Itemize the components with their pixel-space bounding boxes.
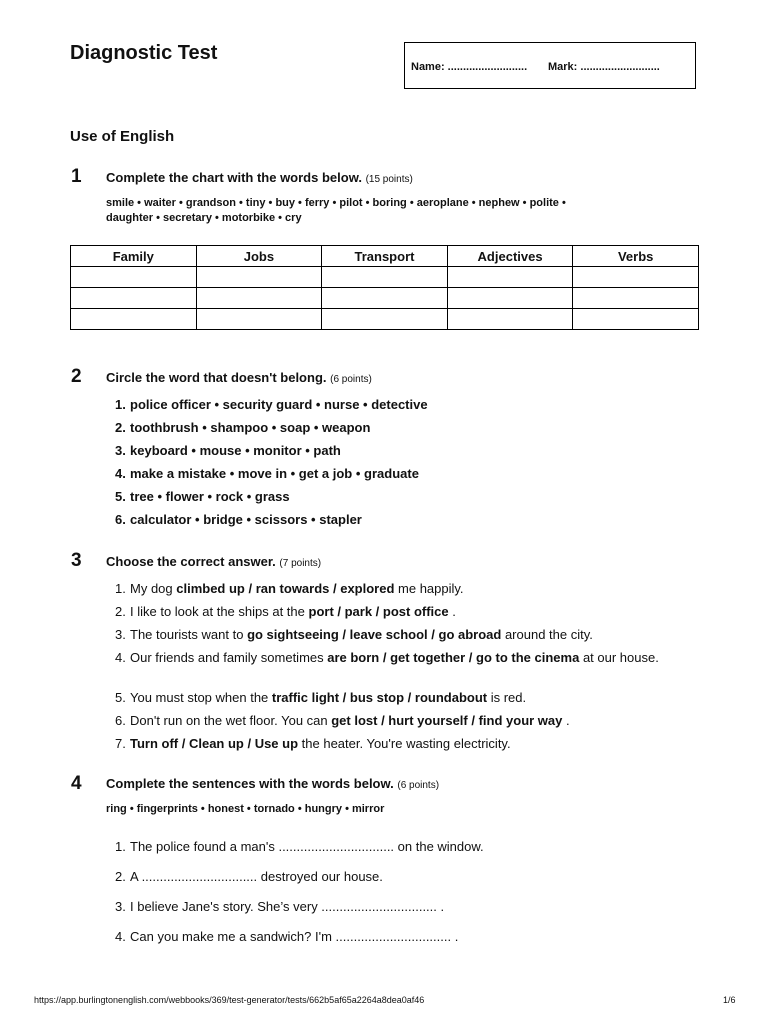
- table-cell[interactable]: [71, 288, 197, 309]
- table-cell[interactable]: [447, 267, 573, 288]
- q3-item-options[interactable]: go sightseeing / leave school / go abroad: [247, 627, 502, 642]
- q3-item-post: is red.: [487, 690, 527, 705]
- table-row: [71, 267, 699, 288]
- q3-item-post: the heater. You're wasting electricity.: [298, 736, 511, 751]
- table-row: [71, 288, 699, 309]
- name-mark-box: [404, 42, 696, 89]
- q1-word-bank-line2: daughter • secretary • motorbike • cry: [106, 212, 302, 224]
- q4-item-text[interactable]: A ................................ destroyed our house.: [130, 869, 383, 884]
- q3-list: [106, 580, 666, 758]
- q3-item-options[interactable]: traffic light / bus stop / roundabout: [271, 690, 488, 705]
- list-item[interactable]: 2. A ................................ destroyed our house.: [115, 869, 383, 884]
- q3-item-post: .: [448, 604, 456, 619]
- q3-points: (7 points): [279, 558, 322, 569]
- table-header-row: [71, 246, 699, 267]
- q1-word-bank: [106, 196, 666, 226]
- list-item[interactable]: 3. I believe Jane's story. She’s very ................................ .: [115, 899, 445, 914]
- table-cell[interactable]: [71, 267, 197, 288]
- page-number: 1/6: [723, 995, 736, 1005]
- list-item[interactable]: 2. toothbrush • shampoo • soap • weapon: [115, 420, 371, 435]
- q4-item-text[interactable]: The police found a man's ................................ on the window.: [130, 839, 484, 854]
- name-field: Name: ..........................: [411, 61, 528, 73]
- q2-item-text: keyboard • mouse • monitor • path: [130, 443, 341, 458]
- q3-item-options[interactable]: Turn off / Clean up / Use up: [130, 736, 299, 751]
- q1-word-bank-line1: smile • waiter • grandson • tiny • buy • ferry • pilot • boring • aeroplane • nephew • polite •: [106, 197, 566, 209]
- table-cell[interactable]: [196, 288, 322, 309]
- list-item[interactable]: 1. police officer • security guard • nurse • detective: [115, 397, 428, 412]
- page-title: Diagnostic Test: [70, 42, 218, 64]
- table-cell[interactable]: [322, 309, 448, 330]
- q3-item-pre: My dog: [130, 581, 177, 596]
- q2-item-text: police officer • security guard • nurse • detective: [130, 397, 428, 412]
- q2-instruction: [106, 370, 372, 385]
- q4-item-text[interactable]: Can you make me a sandwich? I'm ................................ .: [130, 929, 459, 944]
- table-cell[interactable]: [322, 288, 448, 309]
- table-cell[interactable]: [322, 267, 448, 288]
- section-title: Use of English: [70, 128, 175, 145]
- q1-chart-table: [70, 245, 699, 330]
- q4-instruction-text: Complete the sentences with the words below.: [106, 776, 394, 791]
- q3-item-pre: You must stop when the: [130, 690, 272, 705]
- q2-number: 2: [71, 366, 82, 387]
- q2-item-text: make a mistake • move in • get a job • graduate: [130, 466, 419, 481]
- q4-instruction: [106, 776, 439, 791]
- q1-instruction-text: Complete the chart with the words below.: [106, 170, 362, 185]
- list-item[interactable]: 4. Can you make me a sandwich? I'm ................................ .: [115, 929, 459, 944]
- list-item[interactable]: 5. tree • flower • rock • grass: [115, 489, 290, 504]
- table-cell[interactable]: [447, 288, 573, 309]
- list-item[interactable]: 3. The tourists want to go sightseeing / leave school / go abroad around the city.: [115, 627, 593, 642]
- table-cell[interactable]: [196, 309, 322, 330]
- list-item[interactable]: 3. keyboard • mouse • monitor • path: [115, 443, 341, 458]
- q1-instruction: [106, 170, 413, 185]
- q2-instruction-text: Circle the word that doesn't belong.: [106, 370, 327, 385]
- q3-number: 3: [71, 550, 82, 571]
- table-row: [71, 309, 699, 330]
- table-cell[interactable]: [447, 309, 573, 330]
- list-item[interactable]: 1. The police found a man's ................................ on the window.: [115, 839, 484, 854]
- q3-item-options[interactable]: get lost / hurt yourself / find your way: [331, 713, 563, 728]
- list-item[interactable]: 4. make a mistake • move in • get a job • graduate: [115, 466, 419, 481]
- col-adjectives: Adjectives: [447, 246, 573, 267]
- table-cell[interactable]: [573, 288, 699, 309]
- col-verbs: Verbs: [573, 246, 699, 267]
- q3-item-pre: I like to look at the ships at the: [130, 604, 309, 619]
- q2-list: [106, 397, 666, 535]
- q3-item-pre: The tourists want to: [130, 627, 248, 642]
- list-item[interactable]: 6. Don't run on the wet floor. You can get lost / hurt yourself / find your way .: [115, 713, 570, 728]
- table-cell[interactable]: [573, 267, 699, 288]
- q4-number: 4: [71, 773, 82, 794]
- list-item[interactable]: 7. Turn off / Clean up / Use up the heater. You're wasting electricity.: [115, 736, 511, 751]
- q3-item-post: around the city.: [501, 627, 593, 642]
- q3-item-pre: Don't run on the wet floor. You can: [130, 713, 332, 728]
- q2-points: (6 points): [330, 374, 372, 385]
- q3-instruction-text: Choose the correct answer.: [106, 554, 276, 569]
- list-item[interactable]: 1. My dog climbed up / ran towards / explored me happily.: [115, 581, 464, 596]
- table-cell[interactable]: [196, 267, 322, 288]
- q4-list: [106, 839, 666, 959]
- q2-item-text: calculator • bridge • scissors • stapler: [130, 512, 362, 527]
- list-item[interactable]: 6. calculator • bridge • scissors • stapler: [115, 512, 362, 527]
- q4-item-text[interactable]: I believe Jane's story. She’s very ................................ .: [130, 899, 445, 914]
- list-item[interactable]: 4. Our friends and family sometimes are born / get together / go to the cinema at our house.: [115, 650, 659, 665]
- col-transport: Transport: [322, 246, 448, 267]
- q4-points: (6 points): [397, 780, 440, 791]
- q3-item-post: at our house.: [579, 650, 659, 665]
- q1-points: (15 points): [365, 174, 413, 185]
- q4-word-bank: ring • fingerprints • honest • tornado • hungry • mirror: [106, 803, 385, 815]
- list-item[interactable]: 5. You must stop when the traffic light / bus stop / roundabout is red.: [115, 690, 527, 705]
- q3-item-post: .: [562, 713, 570, 728]
- mark-field: Mark: ..........................: [548, 61, 660, 73]
- q3-instruction: [106, 554, 321, 569]
- q2-item-text: toothbrush • shampoo • soap • weapon: [130, 420, 371, 435]
- footer-url[interactable]: https://app.burlingtonenglish.com/webbooks/369/test-generator/tests/662b5af65a2264a8dea0af46: [34, 995, 425, 1005]
- q1-number: 1: [71, 166, 82, 187]
- table-cell[interactable]: [71, 309, 197, 330]
- q3-item-post: me happily.: [394, 581, 464, 596]
- col-jobs: Jobs: [196, 246, 322, 267]
- q2-item-text: tree • flower • rock • grass: [130, 489, 290, 504]
- q3-item-pre: Our friends and family sometimes: [130, 650, 328, 665]
- q3-item-options[interactable]: climbed up / ran towards / explored: [176, 581, 395, 596]
- q3-item-options[interactable]: port / park / post office: [308, 604, 449, 619]
- q3-item-options[interactable]: are born / get together / go to the cinema: [327, 650, 580, 665]
- list-item[interactable]: 2. I like to look at the ships at the port / park / post office .: [115, 604, 456, 619]
- col-family: Family: [71, 246, 197, 267]
- table-cell[interactable]: [573, 309, 699, 330]
